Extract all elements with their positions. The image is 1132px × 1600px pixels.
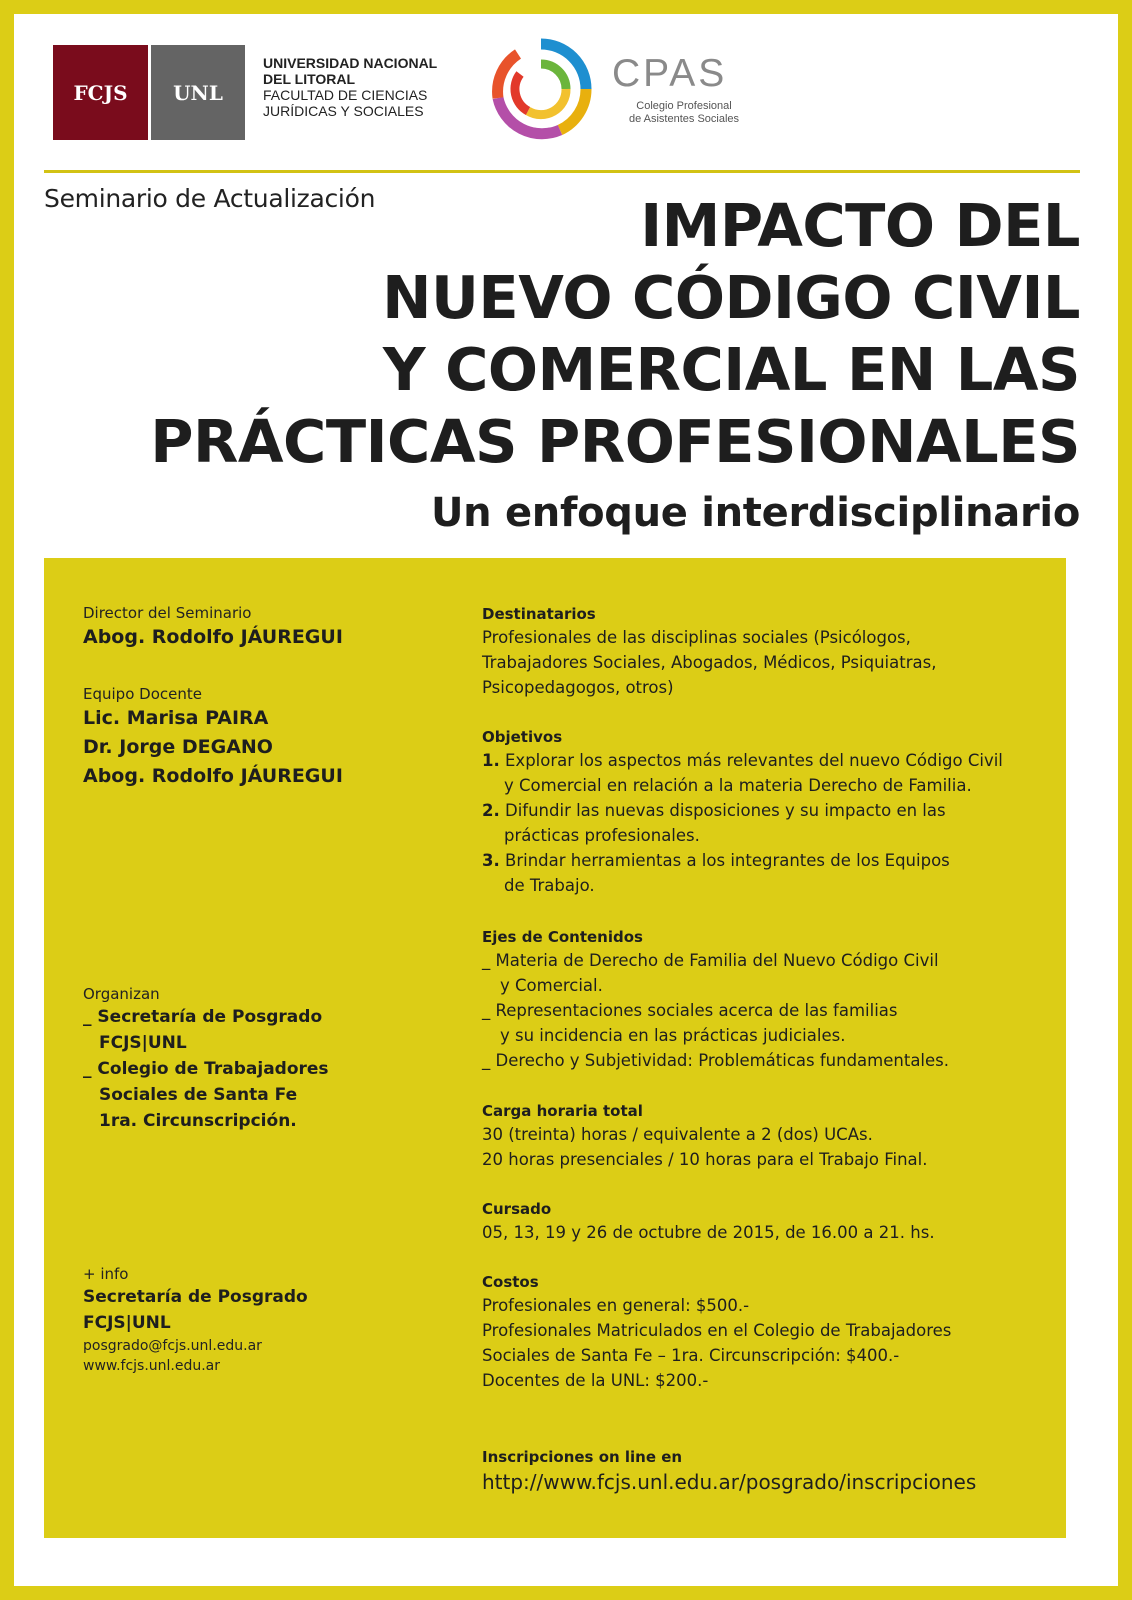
costs-heading: Costos: [482, 1273, 539, 1291]
objective-text: Brindar herramientas a los integrantes de los Equipos: [505, 851, 950, 870]
recipients-line: Psicopedagogos, otros): [482, 678, 674, 697]
organizers-section: [83, 984, 463, 1134]
university-name: [263, 55, 437, 119]
contents-heading: Ejes de Contenidos: [482, 928, 643, 946]
recipients-line: Profesionales de las disciplinas sociales (Psicólogos,: [482, 628, 911, 647]
schedule-section: [482, 1198, 1082, 1245]
page-title: [40, 190, 1080, 478]
hours-heading: Carga horaria total: [482, 1102, 643, 1120]
contact-org: Secretaría de Posgrado: [83, 1287, 308, 1307]
director-label: Director del Seminario: [83, 604, 252, 622]
content-item: _ Materia de Derecho de Familia del Nuevo Código Civil: [482, 951, 939, 970]
director-name: Abog. Rodolfo JÁUREGUI: [83, 626, 343, 648]
title-line-4: PRÁCTICAS PROFESIONALES: [150, 407, 1080, 476]
faculty-line-2: JURÍDICAS Y SOCIALES: [263, 103, 424, 119]
hours-section: [482, 1100, 1082, 1172]
seminar-label: Seminario de Actualización: [44, 184, 376, 213]
registration-heading: Inscripciones on line en: [482, 1448, 683, 1466]
objective-item: [482, 748, 1082, 773]
organizers-label: Organizan: [83, 985, 160, 1003]
objectives-heading: Objetivos: [482, 728, 563, 746]
organizer-line: _ Secretaría de Posgrado: [83, 1007, 323, 1027]
objective-item: [482, 798, 1082, 823]
cpas-sub-line-1: Colegio Profesional: [636, 100, 732, 112]
content-item: _ Derecho y Subjetividad: Problemáticas fundamentales.: [482, 1051, 950, 1070]
team-section: [83, 684, 463, 791]
unl-logo-text: UNL: [173, 80, 223, 105]
info-label: + info: [83, 1265, 129, 1283]
faculty-line-1: FACULTAD DE CIENCIAS: [263, 87, 428, 103]
contents-section: [482, 926, 1082, 1073]
fcjs-logo-text: FCJS: [73, 80, 128, 105]
cpas-sub-line-2: de Asistentes Sociales: [628, 113, 740, 125]
subtitle: Un enfoque interdisciplinario: [430, 490, 1080, 536]
contact-website[interactable]: www.fcjs.unl.edu.ar: [83, 1358, 221, 1374]
registration-section: [482, 1446, 1102, 1496]
schedule-line: 05, 13, 19 y 26 de octubre de 2015, de 16.00 a 21. hs.: [482, 1223, 935, 1242]
team-member: Abog. Rodolfo JÁUREGUI: [83, 765, 343, 787]
recipients-heading: Destinatarios: [482, 605, 596, 623]
organizer-line: 1ra. Circunscripción.: [99, 1111, 297, 1131]
objective-text: Difundir las nuevas disposiciones y su impacto en las: [505, 801, 946, 820]
title-line-3: Y COMERCIAL EN LAS: [382, 335, 1080, 404]
title-line-2: NUEVO CÓDIGO CIVIL: [382, 263, 1080, 332]
team-member: Dr. Jorge DEGANO: [83, 736, 273, 758]
recipients-line: Trabajadores Sociales, Abogados, Médicos, Psiquiatras,: [482, 653, 937, 672]
objective-number: 3.: [482, 851, 500, 870]
objective-text-cont: de Trabajo.: [504, 876, 595, 895]
cost-line: Profesionales en general: $500.-: [482, 1296, 750, 1315]
cpas-logo-icon: [488, 36, 594, 142]
cpas-subtitle: [614, 100, 754, 126]
cost-line: Sociales de Santa Fe – 1ra. Circunscripción: $400.-: [482, 1346, 900, 1365]
content-item-cont: y Comercial.: [500, 976, 603, 995]
objectives-section: [482, 726, 1082, 898]
schedule-heading: Cursado: [482, 1200, 552, 1218]
organizer-line: FCJS|UNL: [99, 1033, 187, 1053]
director-section: [83, 603, 463, 652]
objective-text-cont: y Comercial en relación a la materia Derecho de Familia.: [504, 776, 972, 795]
title-line-1: IMPACTO DEL: [640, 191, 1080, 260]
organizer-line: Sociales de Santa Fe: [99, 1085, 298, 1105]
recipients-section: [482, 603, 1082, 700]
hours-line: 20 horas presenciales / 10 horas para el Trabajo Final.: [482, 1150, 928, 1169]
team-label: Equipo Docente: [83, 685, 202, 703]
objective-number: 1.: [482, 751, 500, 770]
content-item: _ Representaciones sociales acerca de las familias: [482, 1001, 898, 1020]
content-item-cont: y su incidencia en las prácticas judiciales.: [500, 1026, 846, 1045]
divider: [44, 170, 1080, 173]
contact-section: [83, 1264, 463, 1376]
cpas-title: CPAS: [612, 52, 728, 95]
unl-logo: [151, 45, 245, 140]
organizer-line: _ Colegio de Trabajadores: [83, 1059, 329, 1079]
university-line-2: DEL LITORAL: [263, 71, 356, 87]
cost-line: Docentes de la UNL: $200.-: [482, 1371, 709, 1390]
contact-email[interactable]: posgrado@fcjs.unl.edu.ar: [83, 1338, 262, 1354]
objective-item: [482, 848, 1082, 873]
objective-text-cont: prácticas profesionales.: [504, 826, 700, 845]
objective-number: 2.: [482, 801, 500, 820]
registration-link[interactable]: http://www.fcjs.unl.edu.ar/posgrado/inscripciones: [482, 1470, 977, 1494]
fcjs-logo: [53, 45, 148, 140]
cost-line: Profesionales Matriculados en el Colegio de Trabajadores: [482, 1321, 952, 1340]
objective-text: Explorar los aspectos más relevantes del nuevo Código Civil: [505, 751, 1003, 770]
team-member: Lic. Marisa PAIRA: [83, 707, 269, 729]
university-line-1: UNIVERSIDAD NACIONAL: [263, 55, 438, 71]
poster: [14, 14, 1118, 1586]
contact-org: FCJS|UNL: [83, 1313, 171, 1333]
hours-line: 30 (treinta) horas / equivalente a 2 (dos) UCAs.: [482, 1125, 873, 1144]
costs-section: [482, 1271, 1082, 1393]
